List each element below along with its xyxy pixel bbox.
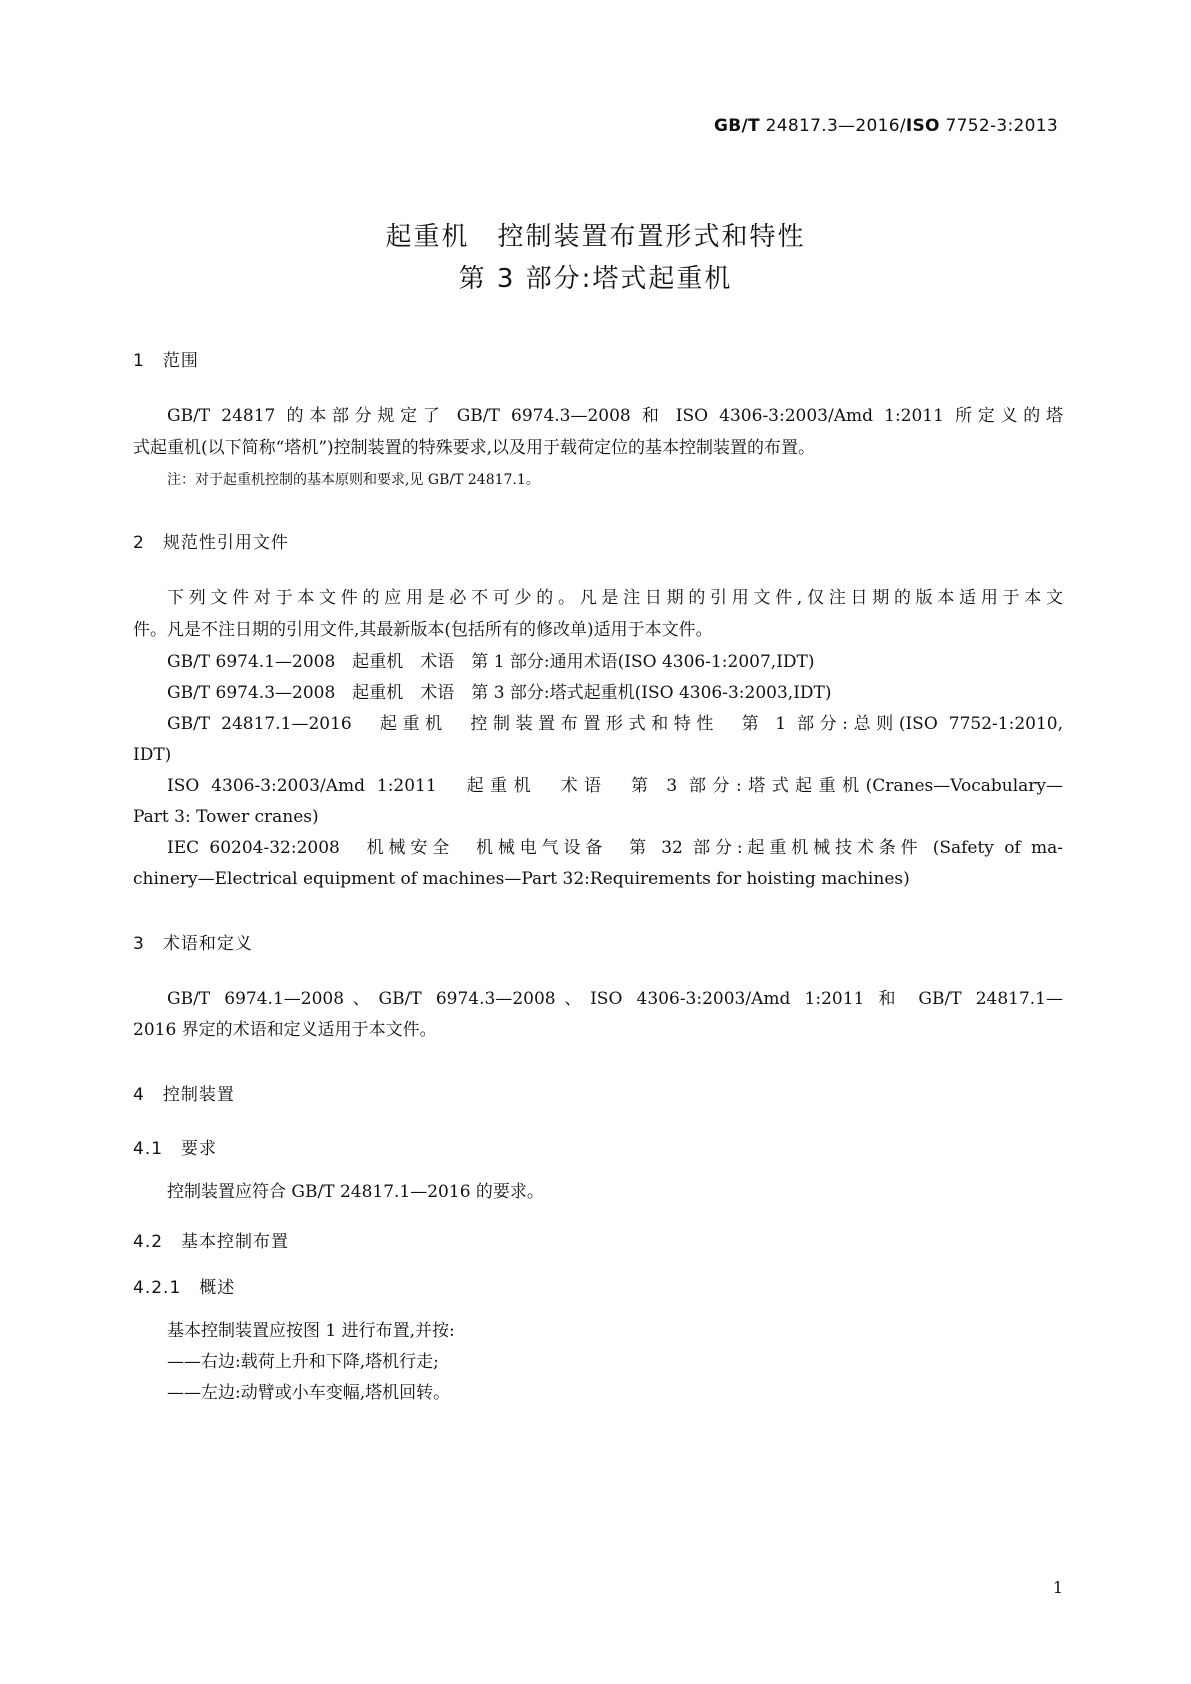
section-3-heading: 3 术语和定义 — [133, 934, 253, 954]
section-3-paragraph-line-2: 2016 界定的术语和定义适用于本文件。 — [133, 1020, 437, 1040]
standard-code — [714, 116, 1058, 136]
iso-prefix: ISO — [905, 116, 940, 136]
section-1-heading: 1 范围 — [133, 351, 199, 371]
reference-item-4-line-1: ISO 4306-3:2003/Amd 1:2011 起重机 术语 第 3 部分:塔式起重机(Cranes—Vocabulary— — [167, 776, 1063, 796]
iso-number: 7752-3:2013 — [939, 116, 1058, 136]
reference-item-3-line-1: GB/T 24817.1—2016 起重机 控制装置布置形式和特性 第 1 部分:总则(ISO 7752-1:2010, — [167, 714, 1063, 734]
reference-item-2: GB/T 6974.3—2008 起重机 术语 第 3 部分:塔式起重机(ISO 4306-3:2003,IDT) — [167, 683, 832, 703]
gb-prefix: GB/T — [714, 116, 760, 136]
section-2-intro-line-1: 下列文件对于本文件的应用是必不可少的。凡是注日期的引用文件,仅注日期的版本适用于本文 — [167, 588, 1063, 608]
section-4-2-1-text: 基本控制装置应按图 1 进行布置,并按: — [167, 1321, 455, 1341]
section-1-paragraph-line-2: 式起重机(以下简称“塔机”)控制装置的特殊要求,以及用于载荷定位的基本控制装置的布置。 — [133, 438, 816, 458]
reference-item-5-line-2: chinery—Electrical equipment of machines—Part 32:Requirements for hoisting machines) — [133, 869, 910, 889]
reference-item-1: GB/T 6974.1—2008 起重机 术语 第 1 部分:通用术语(ISO 4306-1:2007,IDT) — [167, 652, 815, 672]
section-4-1-heading: 4.1 要求 — [133, 1139, 218, 1159]
reference-item-5-line-1: IEC 60204-32:2008 机械安全 机械电气设备 第 32 部分:起重机械技术条件 (Safety of ma- — [167, 838, 1063, 858]
document-title: 起重机 控制装置布置形式和特性 — [385, 222, 806, 252]
section-4-2-heading: 4.2 基本控制布置 — [133, 1232, 290, 1252]
list-item-left: ——左边:动臂或小车变幅,塔机回转。 — [167, 1383, 451, 1403]
section-4-2-1-heading: 4.2.1 概述 — [133, 1278, 236, 1298]
section-1-note: 注：对于起重机控制的基本原则和要求,见 GB/T 24817.1。 — [167, 472, 540, 488]
section-4-1-text: 控制装置应符合 GB/T 24817.1—2016 的要求。 — [167, 1182, 544, 1202]
section-1-paragraph-line-1: GB/T 24817 的本部分规定了 GB/T 6974.3—2008 和 ISO 4306-3:2003/Amd 1:2011 所定义的塔 — [167, 406, 1063, 426]
section-2-heading: 2 规范性引用文件 — [133, 533, 289, 553]
reference-item-3-line-2: IDT) — [133, 745, 172, 765]
reference-item-4-line-2: Part 3: Tower cranes) — [133, 807, 319, 827]
section-3-paragraph-line-1: GB/T 6974.1—2008、GB/T 6974.3—2008、ISO 4306-3:2003/Amd 1:2011 和 GB/T 24817.1— — [167, 989, 1063, 1009]
page-number: 1 — [1052, 1578, 1063, 1597]
section-4-heading: 4 控制装置 — [133, 1085, 235, 1105]
document-subtitle: 第 3 部分:塔式起重机 — [458, 264, 733, 294]
gb-number: 24817.3—2016/ — [759, 116, 906, 136]
list-item-right: ——右边:载荷上升和下降,塔机行走; — [167, 1352, 439, 1372]
section-2-intro-line-2: 件。凡是不注日期的引用文件,其最新版本(包括所有的修改单)适用于本文件。 — [133, 620, 713, 640]
